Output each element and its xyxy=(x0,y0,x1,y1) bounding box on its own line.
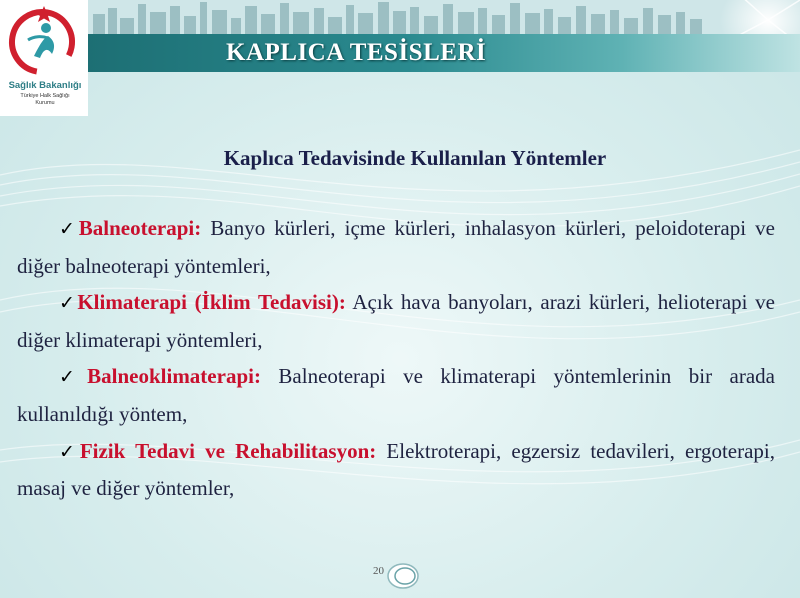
city-skyline xyxy=(88,0,800,34)
logo-sub-line-1: Türkiye Halk Sağlığı xyxy=(20,93,70,99)
method-term: Klimaterapi (İklim Tedavisi): xyxy=(77,290,346,315)
list-item xyxy=(17,210,775,284)
logo-name: Sağlık Bakanlığı xyxy=(8,80,82,91)
method-description: Elektroterapi, egzersiz tedavileri, ergoterapi, masaj ve diğer yöntemler, xyxy=(17,438,775,501)
logo-subtitle xyxy=(3,93,87,107)
checkmark-icon: ✓ xyxy=(59,218,79,240)
method-description: Açık hava banyoları, arazi kürleri, helioterapi ve diğer klimaterapi yöntemleri, xyxy=(17,290,775,352)
method-description: Banyo kürleri, içme kürleri, inhalasyon kürleri, peloidoterapi ve diğer balneoterapi yöntemleri, xyxy=(17,216,775,278)
ministry-logo-icon xyxy=(0,0,88,80)
checkmark-icon: ✓ xyxy=(59,366,88,389)
list-item xyxy=(17,284,775,358)
method-term: Balneoterapi: xyxy=(78,216,202,240)
method-term: Balneoklimaterapi: xyxy=(87,364,261,389)
logo-sub-line-2: Kurumu xyxy=(35,100,55,106)
content-heading: Kaplıca Tedavisinde Kullanılan Yöntemler xyxy=(223,146,607,170)
checkmark-icon: ✓ xyxy=(59,440,80,463)
list-item xyxy=(17,433,775,507)
logo-panel xyxy=(0,0,88,116)
method-term: Fizik Tedavi ve Rehabilitasyon: xyxy=(79,438,377,463)
checkmark-icon: ✓ xyxy=(59,292,78,315)
page-number: 20 xyxy=(373,565,384,577)
slide-title: KAPLICA TESİSLERİ xyxy=(226,39,487,66)
method-description: Balneoterapi ve klimaterapi yöntemlerinin bir arada kullanıldığı yöntem, xyxy=(17,364,775,426)
methods-list xyxy=(17,210,775,507)
page-swirl-icon xyxy=(385,560,425,592)
list-item xyxy=(17,358,775,432)
